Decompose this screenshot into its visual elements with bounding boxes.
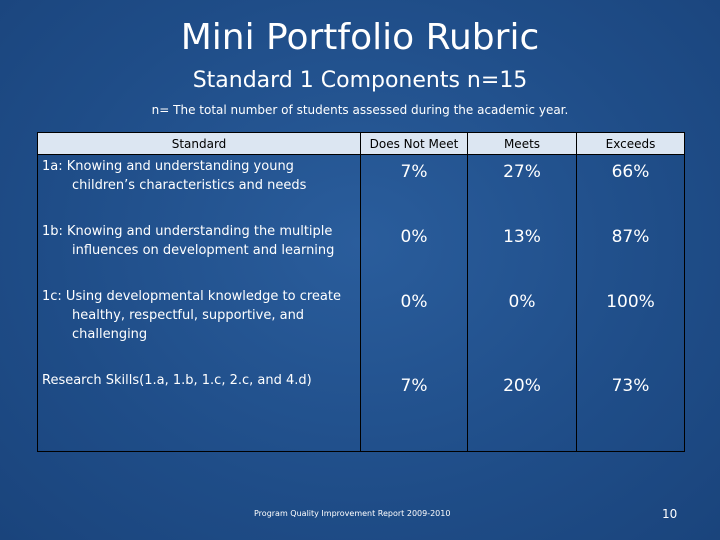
standard-cell [38, 155, 361, 220]
exceeds-cell: 66% [577, 155, 685, 220]
table-header-row [38, 133, 685, 155]
standard-label: Research Skills(1.a, 1.b, 1.c, 2.c, and 4.d) [42, 372, 312, 388]
table-row [38, 220, 685, 285]
sample-size-note: n= The total number of students assessed during the academic year. [151, 103, 569, 117]
standard-cell [38, 220, 361, 285]
meets-cell: 13% [468, 220, 577, 285]
header-standard: Standard [38, 133, 361, 155]
does-not-meet-cell: 7% [361, 155, 468, 220]
exceeds-cell: 100% [577, 285, 685, 369]
standard-cell [38, 285, 361, 369]
meets-cell: 27% [468, 155, 577, 220]
meets-cell: 0% [468, 285, 577, 369]
exceeds-cell: 87% [577, 220, 685, 285]
standard-label: 1b: Knowing and understanding the multiple influences on development and learning [42, 223, 335, 258]
exceeds-cell: 73% [577, 369, 685, 452]
table-row [38, 285, 685, 369]
header-does-not-meet: Does Not Meet [361, 133, 468, 155]
report-footer: Program Quality Improvement Report 2009-2010 [254, 509, 451, 518]
meets-cell: 20% [468, 369, 577, 452]
table-row [38, 155, 685, 220]
header-exceeds: Exceeds [577, 133, 685, 155]
does-not-meet-cell: 0% [361, 220, 468, 285]
standard-label: 1a: Knowing and understanding young children’s characteristics and needs [42, 159, 307, 193]
header-meets: Meets [468, 133, 577, 155]
does-not-meet-cell: 7% [361, 369, 468, 452]
rubric-table [37, 132, 685, 452]
slide-title: Mini Portfolio Rubric [180, 17, 540, 58]
standard-label: 1c: Using developmental knowledge to create healthy, respectful, supportive, and challenging [42, 288, 341, 342]
standard-cell [38, 369, 361, 452]
table-row [38, 369, 685, 452]
does-not-meet-cell: 0% [361, 285, 468, 369]
slide-subtitle: Standard 1 Components n=15 [192, 68, 528, 93]
page-number: 10 [662, 507, 678, 521]
